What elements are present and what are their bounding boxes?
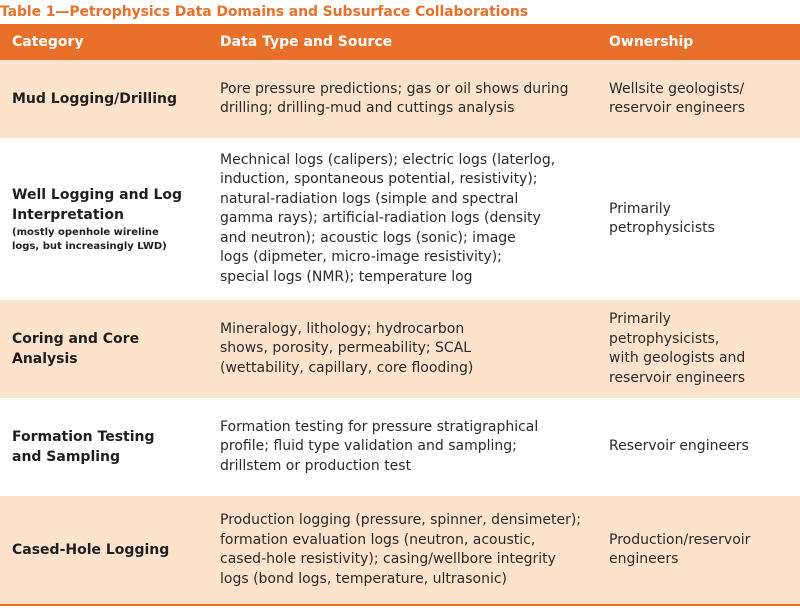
data-type-text: Production logging (pressure, spinner, densimeter); formation evaluation logs (neutron, acoustic, cased-hole resistivity); casing/wellbore integrity logs (bond logs, temperature, ultrasonic) (220, 512, 582, 587)
category-cell (12, 398, 208, 496)
data-type-cell (220, 60, 600, 138)
category-label: Coring and Core Analysis (12, 331, 140, 367)
category-label: Mud Logging/Drilling (12, 91, 177, 107)
data-type-cell (220, 138, 600, 300)
table-row (0, 398, 800, 496)
data-type-cell (220, 300, 600, 398)
ownership-text: Wellsite geologists/ reservoir engineers (609, 80, 746, 116)
category-cell (12, 300, 208, 398)
category-note: (mostly openhole wireline logs, but increasingly LWD) (12, 226, 167, 252)
ownership-cell (609, 496, 795, 604)
table-row (0, 60, 800, 138)
header-ownership: Ownership (609, 34, 694, 50)
ownership-cell (609, 300, 795, 398)
table-row (0, 300, 800, 398)
data-type-text: Mechnical logs (calipers); electric logs (laterlog, induction, spontaneous potential, resistivity); natural-radiation logs (simple and spectral gamma rays); artificial-radiation logs (density and neutron); acoustic logs (sonic); image logs (dipmeter, micro-image resistivity); special logs (NMR); temperature log (220, 151, 556, 285)
table-row (0, 496, 800, 604)
header-category: Category (12, 34, 84, 50)
category-label: Formation Testing and Sampling (12, 429, 155, 465)
ownership-cell (609, 398, 795, 496)
data-type-text: Formation testing for pressure stratigraphical profile; fluid type validation and sampling; drillstem or production test (220, 418, 539, 474)
data-table (0, 24, 800, 608)
ownership-cell (609, 138, 795, 300)
table-bottom-rule (0, 604, 800, 606)
ownership-text: Primarily petrophysicists, with geologists and reservoir engineers (609, 311, 746, 386)
ownership-text: Reservoir engineers (609, 438, 749, 455)
header-data-type: Data Type and Source (220, 34, 393, 50)
table-header-row (0, 24, 800, 60)
data-type-cell (220, 496, 600, 604)
ownership-text: Production/reservoir engineers (609, 531, 751, 567)
category-cell (12, 138, 208, 300)
category-label: Cased-Hole Logging (12, 542, 170, 558)
table-row (0, 138, 800, 300)
category-cell (12, 496, 208, 604)
data-type-text: Mineralogy, lithology; hydrocarbon shows, porosity, permeability; SCAL (wettability, capillary, core flooding) (220, 320, 474, 376)
data-type-cell (220, 398, 600, 496)
data-type-text: Pore pressure predictions; gas or oil shows during drilling; drilling-mud and cuttings analysis (220, 80, 569, 116)
ownership-text: Primarily petrophysicists (609, 200, 715, 236)
table-caption: Table 1—Petrophysics Data Domains and Subsurface Collaborations (0, 4, 529, 20)
ownership-cell (609, 60, 795, 138)
category-cell (12, 60, 208, 138)
category-label: Well Logging and Log Interpretation (12, 186, 183, 223)
